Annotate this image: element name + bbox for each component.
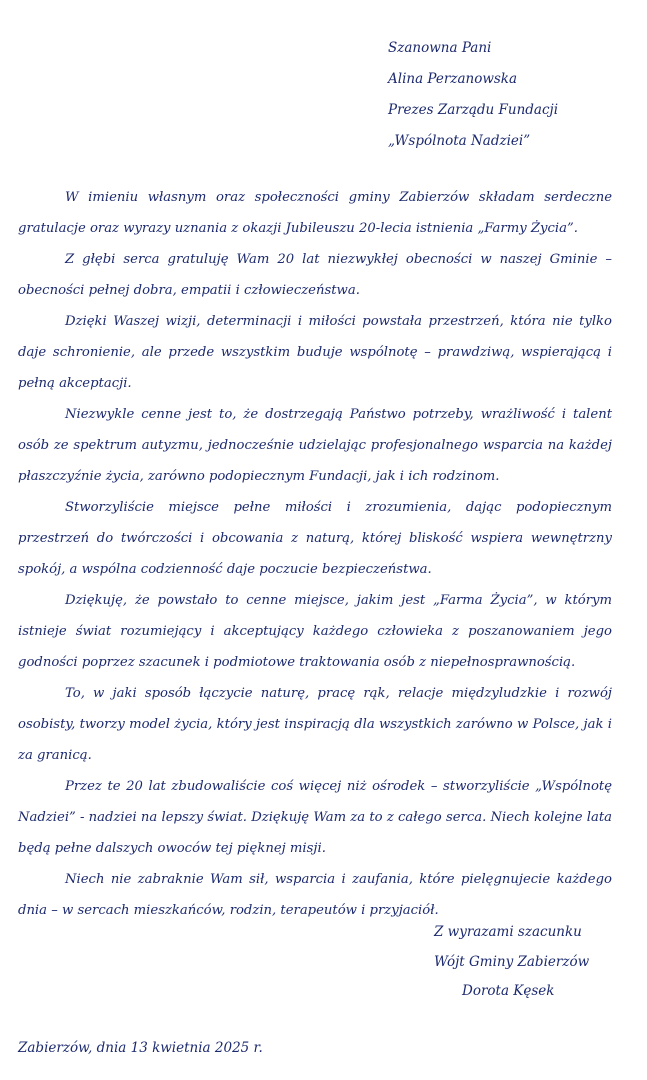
closing-regards: Z wyrazami szacunku <box>434 924 582 940</box>
body-paragraph: Niech nie zabraknie Wam sił, wsparcia i zaufania, które pielęgnujecie każdego dnia – w sercach mieszkańców, rodzin, terapeutów i przyjaciół. <box>18 872 612 918</box>
addressee-name: Alina Perzanowska <box>388 71 518 87</box>
body-paragraph: Niezwykle cenne jest to, że dostrzegają Państwo potrzeby, wrażliwość i talent osób ze spektrum autyzmu, jednocześnie udzielając profesjonalnego wsparcia na każdej płaszczyźnie życia, zarówno podopiecznym Fundacji, jak i ich rodzinom. <box>18 407 612 484</box>
body-paragraph: Stworzyliście miejsce pełne miłości i zrozumienia, dając podopiecznym przestrzeń do twórczości i obcowania z naturą, której bliskość wspiera wewnętrzny spokój, a wspólna codzienność daje poczucie bezpieczeństwa. <box>18 500 612 577</box>
addressee-organization: „Wspólnota Nadziei” <box>388 133 531 149</box>
body-paragraph: Z głębi serca gratuluję Wam 20 lat niezwykłej obecności w naszej Gminie – obecności pełnej dobra, empatii i człowieczeństwa. <box>18 252 612 298</box>
place-and-date: Zabierzów, dnia 13 kwietnia 2025 r. <box>18 1040 263 1056</box>
addressee-block <box>388 38 638 162</box>
addressee-salutation: Szanowna Pani <box>388 40 492 56</box>
signatory-name: Dorota Kęsek <box>462 983 555 999</box>
body-paragraph: Dziękuję, że powstało to cenne miejsce, jakim jest „Farma Życia”, w którym istnieje świat rozumiejący i akceptujący każdego człowieka z poszanowaniem jego godności poprzez szacunek i podmiotowe traktowania osób z niepełnosprawnością. <box>18 593 612 670</box>
body-paragraph: Dzięki Waszej wizji, determinacji i miłości powstała przestrzeń, która nie tylko daje schronienie, ale przede wszystkim buduje wspólnotę – prawdziwą, wspierającą i pełną akceptacji. <box>18 314 612 391</box>
body-paragraph: Przez te 20 lat zbudowaliście coś więcej niż ośrodek – stworzyliście „Wspólnotę Nadziei” - nadziei na lepszy świat. Dziękuję Wam za to z całego serca. Niech kolejne lata będą pełne dalszych owoców tej pięknej misji. <box>18 779 612 856</box>
body-paragraph: To, w jaki sposób łączycie naturę, pracę rąk, relacje międzyludzkie i rozwój osobisty, tworzy model życia, który jest inspiracją dla wszystkich zarówno w Polsce, jak i za granicą. <box>18 686 612 763</box>
body-paragraph: W imieniu własnym oraz społeczności gminy Zabierzów składam serdeczne gratulacje oraz wyrazy uznania z okazji Jubileuszu 20-lecia istnienia „Farmy Życia”. <box>18 190 612 236</box>
addressee-position: Prezes Zarządu Fundacji <box>388 102 559 118</box>
letter-body <box>18 182 612 926</box>
signatory-title: Wójt Gminy Zabierzów <box>434 954 590 970</box>
